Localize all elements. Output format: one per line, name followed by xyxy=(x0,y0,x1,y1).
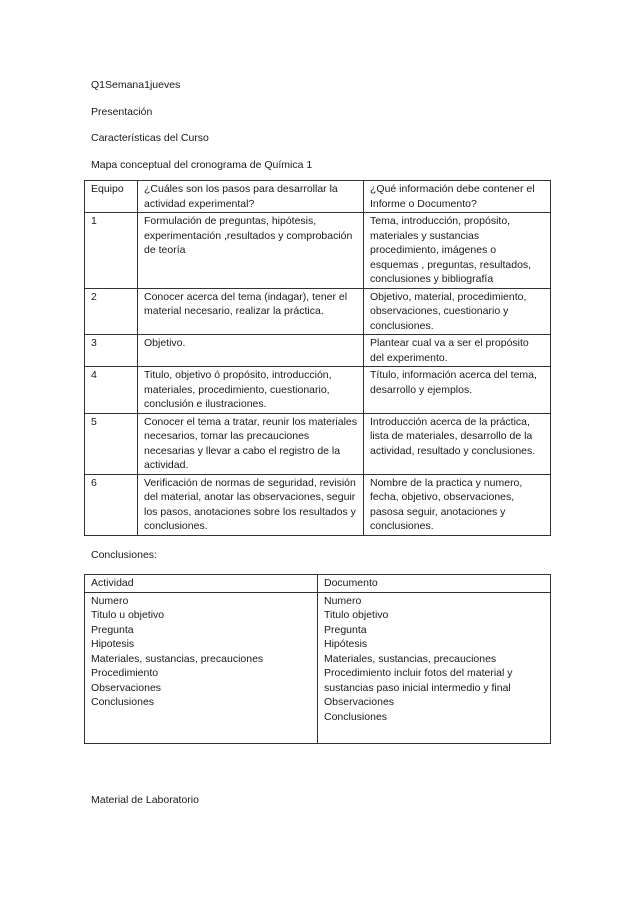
cell-info: Plantear cual va a ser el propósito del experimento. xyxy=(364,335,551,367)
list-item: Hipotesis xyxy=(91,638,135,650)
table-row xyxy=(85,288,551,335)
table-row xyxy=(85,592,551,743)
cell-equipo: 4 xyxy=(85,367,138,414)
cell-equipo: 6 xyxy=(85,474,138,535)
cell-info: Tema, introducción, propósito, materiales y sustancias procedimiento, imágenes o esquemas , preguntas, resultados, conclusiones y bibliografía xyxy=(364,213,551,289)
table-row xyxy=(85,474,551,535)
header-info: ¿Qué información debe contener el Informe o Documento? xyxy=(364,181,551,213)
cell-pasos: Titulo, objetivo ó propósito, introducción, materiales, procedimiento, cuestionario, conclusión e ilustraciones. xyxy=(138,367,364,414)
table-header-row xyxy=(85,181,551,213)
list-item: Procedimiento incluir fotos del material y sustancias paso inicial intermedio y final xyxy=(324,667,513,694)
cell-info: Nombre de la practica y numero, fecha, objetivo, observaciones, pasosa seguir, anotaciones y conclusiones. xyxy=(364,474,551,535)
cell-documento xyxy=(318,592,551,743)
cell-pasos: Verificación de normas de seguridad, revisión del material, anotar las observaciones, seguir los pasos, anotaciones sobre los resultados y conclusiones. xyxy=(138,474,364,535)
list-item: Materiales, sustancias, precauciones xyxy=(91,652,264,665)
list-item: Titulo u objetivo xyxy=(91,609,165,621)
list-item: Numero xyxy=(91,594,129,607)
cell-equipo: 2 xyxy=(85,288,138,335)
list-item: Pregunta xyxy=(324,623,367,636)
table-header-row xyxy=(85,575,551,593)
cell-equipo: 5 xyxy=(85,413,138,474)
presentation-label: Presentación xyxy=(91,106,153,118)
cell-info: Título, información acerca del tema, desarrollo y ejemplos. xyxy=(364,367,551,414)
table-row xyxy=(85,213,551,289)
header-equipo: Equipo xyxy=(85,181,138,213)
course-features-label: Características del Curso xyxy=(91,132,209,144)
list-item: Conclusiones xyxy=(324,710,388,723)
header-actividad: Actividad xyxy=(85,575,318,593)
list-item: Titulo objetivo xyxy=(324,609,389,621)
title-week: Q1Semana1jueves xyxy=(91,79,181,91)
steps-table xyxy=(84,180,551,536)
table-row xyxy=(85,335,551,367)
list-item: Conclusiones xyxy=(91,696,155,708)
table-row xyxy=(85,413,551,474)
list-item: Pregunta xyxy=(91,623,134,636)
list-item: Observaciones xyxy=(91,681,162,694)
cell-pasos: Objetivo. xyxy=(138,335,364,367)
list-item: Observaciones xyxy=(324,696,395,708)
cell-info: Objetivo, material, procedimiento, observaciones, cuestionario y conclusiones. xyxy=(364,288,551,335)
header-documento: Documento xyxy=(318,575,551,593)
lab-material-heading: Material de Laboratorio xyxy=(91,794,199,806)
cell-equipo: 3 xyxy=(85,335,138,367)
cell-pasos: Conocer acerca del tema (indagar), tener el material necesario, realizar la práctica. xyxy=(138,288,364,335)
concept-map-label: Mapa conceptual del cronograma de Química 1 xyxy=(91,159,313,171)
list-item: Procedimiento xyxy=(91,667,159,679)
cell-pasos: Formulación de preguntas, hipótesis, experimentación ,resultados y comprobación de teoría xyxy=(138,213,364,289)
list-item: Numero xyxy=(324,594,362,607)
cell-actividad xyxy=(85,592,318,743)
conclusions-table xyxy=(84,574,551,744)
cell-pasos: Conocer el tema a tratar, reunir los materiales necesarios, tomar las precauciones necesarias y llevar a cabo el registro de la actividad. xyxy=(138,413,364,474)
table-row xyxy=(85,367,551,414)
cell-equipo: 1 xyxy=(85,213,138,289)
cell-info: Introducción acerca de la práctica, lista de materiales, desarrollo de la actividad, resultado y conclusiones. xyxy=(364,413,551,474)
conclusions-label: Conclusiones: xyxy=(91,549,157,561)
header-pasos: ¿Cuáles son los pasos para desarrollar la actividad experimental? xyxy=(138,181,364,213)
list-item: Hipótesis xyxy=(324,638,368,650)
list-item: Materiales, sustancias, precauciones xyxy=(324,652,497,665)
